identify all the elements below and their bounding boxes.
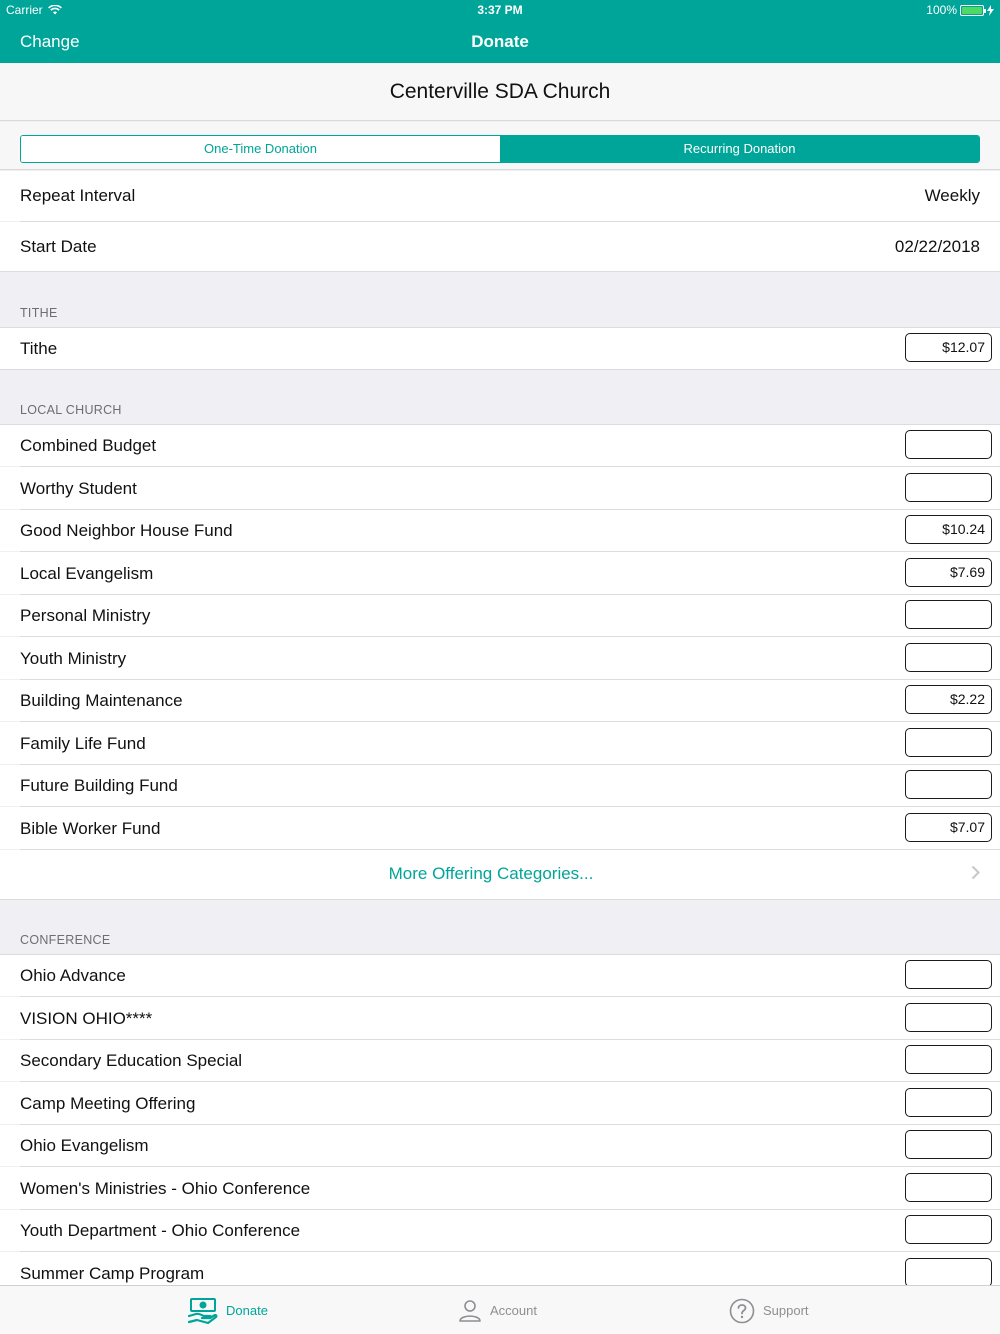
offering-label: Women's Ministries - Ohio Conference [20,1179,311,1198]
start-date-label: Start Date [20,237,97,256]
offering-label: Youth Ministry [20,649,127,668]
offering-amount-input[interactable] [905,643,992,672]
offering-row-secondary-education-special [0,1040,1000,1081]
donation-type-segmented-control [20,135,980,163]
offering-amount-input[interactable] [905,1088,992,1117]
offering-amount-input[interactable] [905,1130,992,1159]
offering-row-family-life-fund [0,722,1000,764]
repeat-interval-label: Repeat Interval [20,186,136,205]
tab-donate[interactable] [188,1286,268,1334]
offering-label: Future Building Fund [20,776,178,795]
divider [0,899,1000,900]
offering-row-summer-camp-program [0,1252,1000,1286]
offering-label: Summer Camp Program [20,1264,205,1283]
offering-amount-input[interactable] [905,770,992,799]
more-offering-categories-link[interactable]: More Offering Categories... [388,864,594,883]
offering-label: Ohio Evangelism [20,1136,149,1155]
offering-row-good-neighbor-house-fund [0,510,1000,551]
offering-row-womens-ministries [0,1167,1000,1209]
offering-label: Family Life Fund [20,734,146,753]
tab-donate-label: Donate [226,1303,268,1318]
battery-percent: 100% [926,3,957,17]
offering-label: Youth Department - Ohio Conference [20,1221,301,1240]
donation-type-bar [0,122,1000,170]
tithe-label: Tithe [20,339,58,358]
offering-label: Personal Ministry [20,606,151,625]
change-button[interactable]: Change [20,32,80,51]
offering-amount-input[interactable] [905,1258,992,1286]
offering-label: Camp Meeting Offering [20,1094,196,1113]
offering-amount-input[interactable]: $10.24 [905,515,992,544]
offering-amount-input[interactable] [905,430,992,459]
offering-label: Combined Budget [20,436,157,455]
offering-label: Bible Worker Fund [20,819,161,838]
offering-amount-input[interactable] [905,473,992,502]
offering-amount-input[interactable]: $7.07 [905,813,992,842]
repeat-interval-row[interactable] [0,171,1000,221]
offering-amount-input[interactable] [905,600,992,629]
person-icon [458,1299,482,1323]
offering-amount-input[interactable] [905,1173,992,1202]
navigation-bar [0,20,1000,63]
repeat-interval-value: Weekly [924,186,980,205]
status-bar [0,0,1000,20]
offering-row-ohio-evangelism [0,1125,1000,1166]
divider [0,369,1000,370]
chevron-right-icon [971,865,980,880]
start-date-row[interactable] [0,222,1000,271]
carrier-label: Carrier [6,3,43,17]
recurring-donation-tab[interactable]: Recurring Donation [500,136,979,162]
tab-support[interactable] [729,1286,809,1334]
offering-amount-input[interactable] [905,1003,992,1032]
page-title: Donate [471,32,529,51]
charging-icon [987,5,994,16]
offering-label: Ohio Advance [20,966,126,985]
tithe-amount-input[interactable]: $12.07 [905,333,992,362]
offering-amount-input[interactable] [905,960,992,989]
offering-row-youth-ministry [0,637,1000,679]
question-circle-icon [729,1298,755,1324]
offering-amount-input[interactable] [905,728,992,757]
start-date-value: 02/22/2018 [894,237,980,256]
donate-hand-icon [188,1296,218,1326]
offering-row-building-maintenance [0,680,1000,721]
clock: 3:37 PM [477,3,523,17]
offering-label: Secondary Education Special [20,1051,243,1070]
tab-support-label: Support [763,1303,809,1318]
battery-indicator [926,3,994,17]
offering-row-worthy-student [0,467,1000,509]
church-name: Centerville SDA Church [0,63,1000,121]
battery-icon [960,5,984,16]
offering-label: Local Evangelism [20,564,154,583]
offering-amount-input[interactable]: $2.22 [905,685,992,714]
offering-label: Worthy Student [20,479,137,498]
offering-row-combined-budget [0,425,1000,466]
tab-bar [0,1285,1000,1334]
offering-row-local-evangelism [0,552,1000,594]
tithe-section-header: TITHE [20,306,58,320]
offering-row-future-building-fund [0,765,1000,806]
offering-amount-input[interactable] [905,1215,992,1244]
offering-label: Good Neighbor House Fund [20,521,233,540]
offering-row-youth-department [0,1210,1000,1251]
offering-amount-input[interactable]: $7.69 [905,558,992,587]
more-offering-categories-row[interactable] [0,850,1000,900]
local-church-section-header: LOCAL CHURCH [20,403,122,417]
offering-row-personal-ministry [0,595,1000,636]
offering-label: VISION OHIO**** [20,1009,153,1028]
conference-section-header: CONFERENCE [20,933,111,947]
divider [0,271,1000,272]
tab-account-label: Account [490,1303,537,1318]
one-time-donation-tab[interactable]: One-Time Donation [21,136,500,162]
offering-row-camp-meeting-offering [0,1082,1000,1124]
offering-row-bible-worker-fund [0,807,1000,849]
offering-label: Building Maintenance [20,691,183,710]
offering-row-ohio-advance [0,955,1000,996]
tab-account[interactable] [458,1286,537,1334]
tithe-row [0,328,1000,369]
offering-amount-input[interactable] [905,1045,992,1074]
offering-row-vision-ohio [0,997,1000,1039]
